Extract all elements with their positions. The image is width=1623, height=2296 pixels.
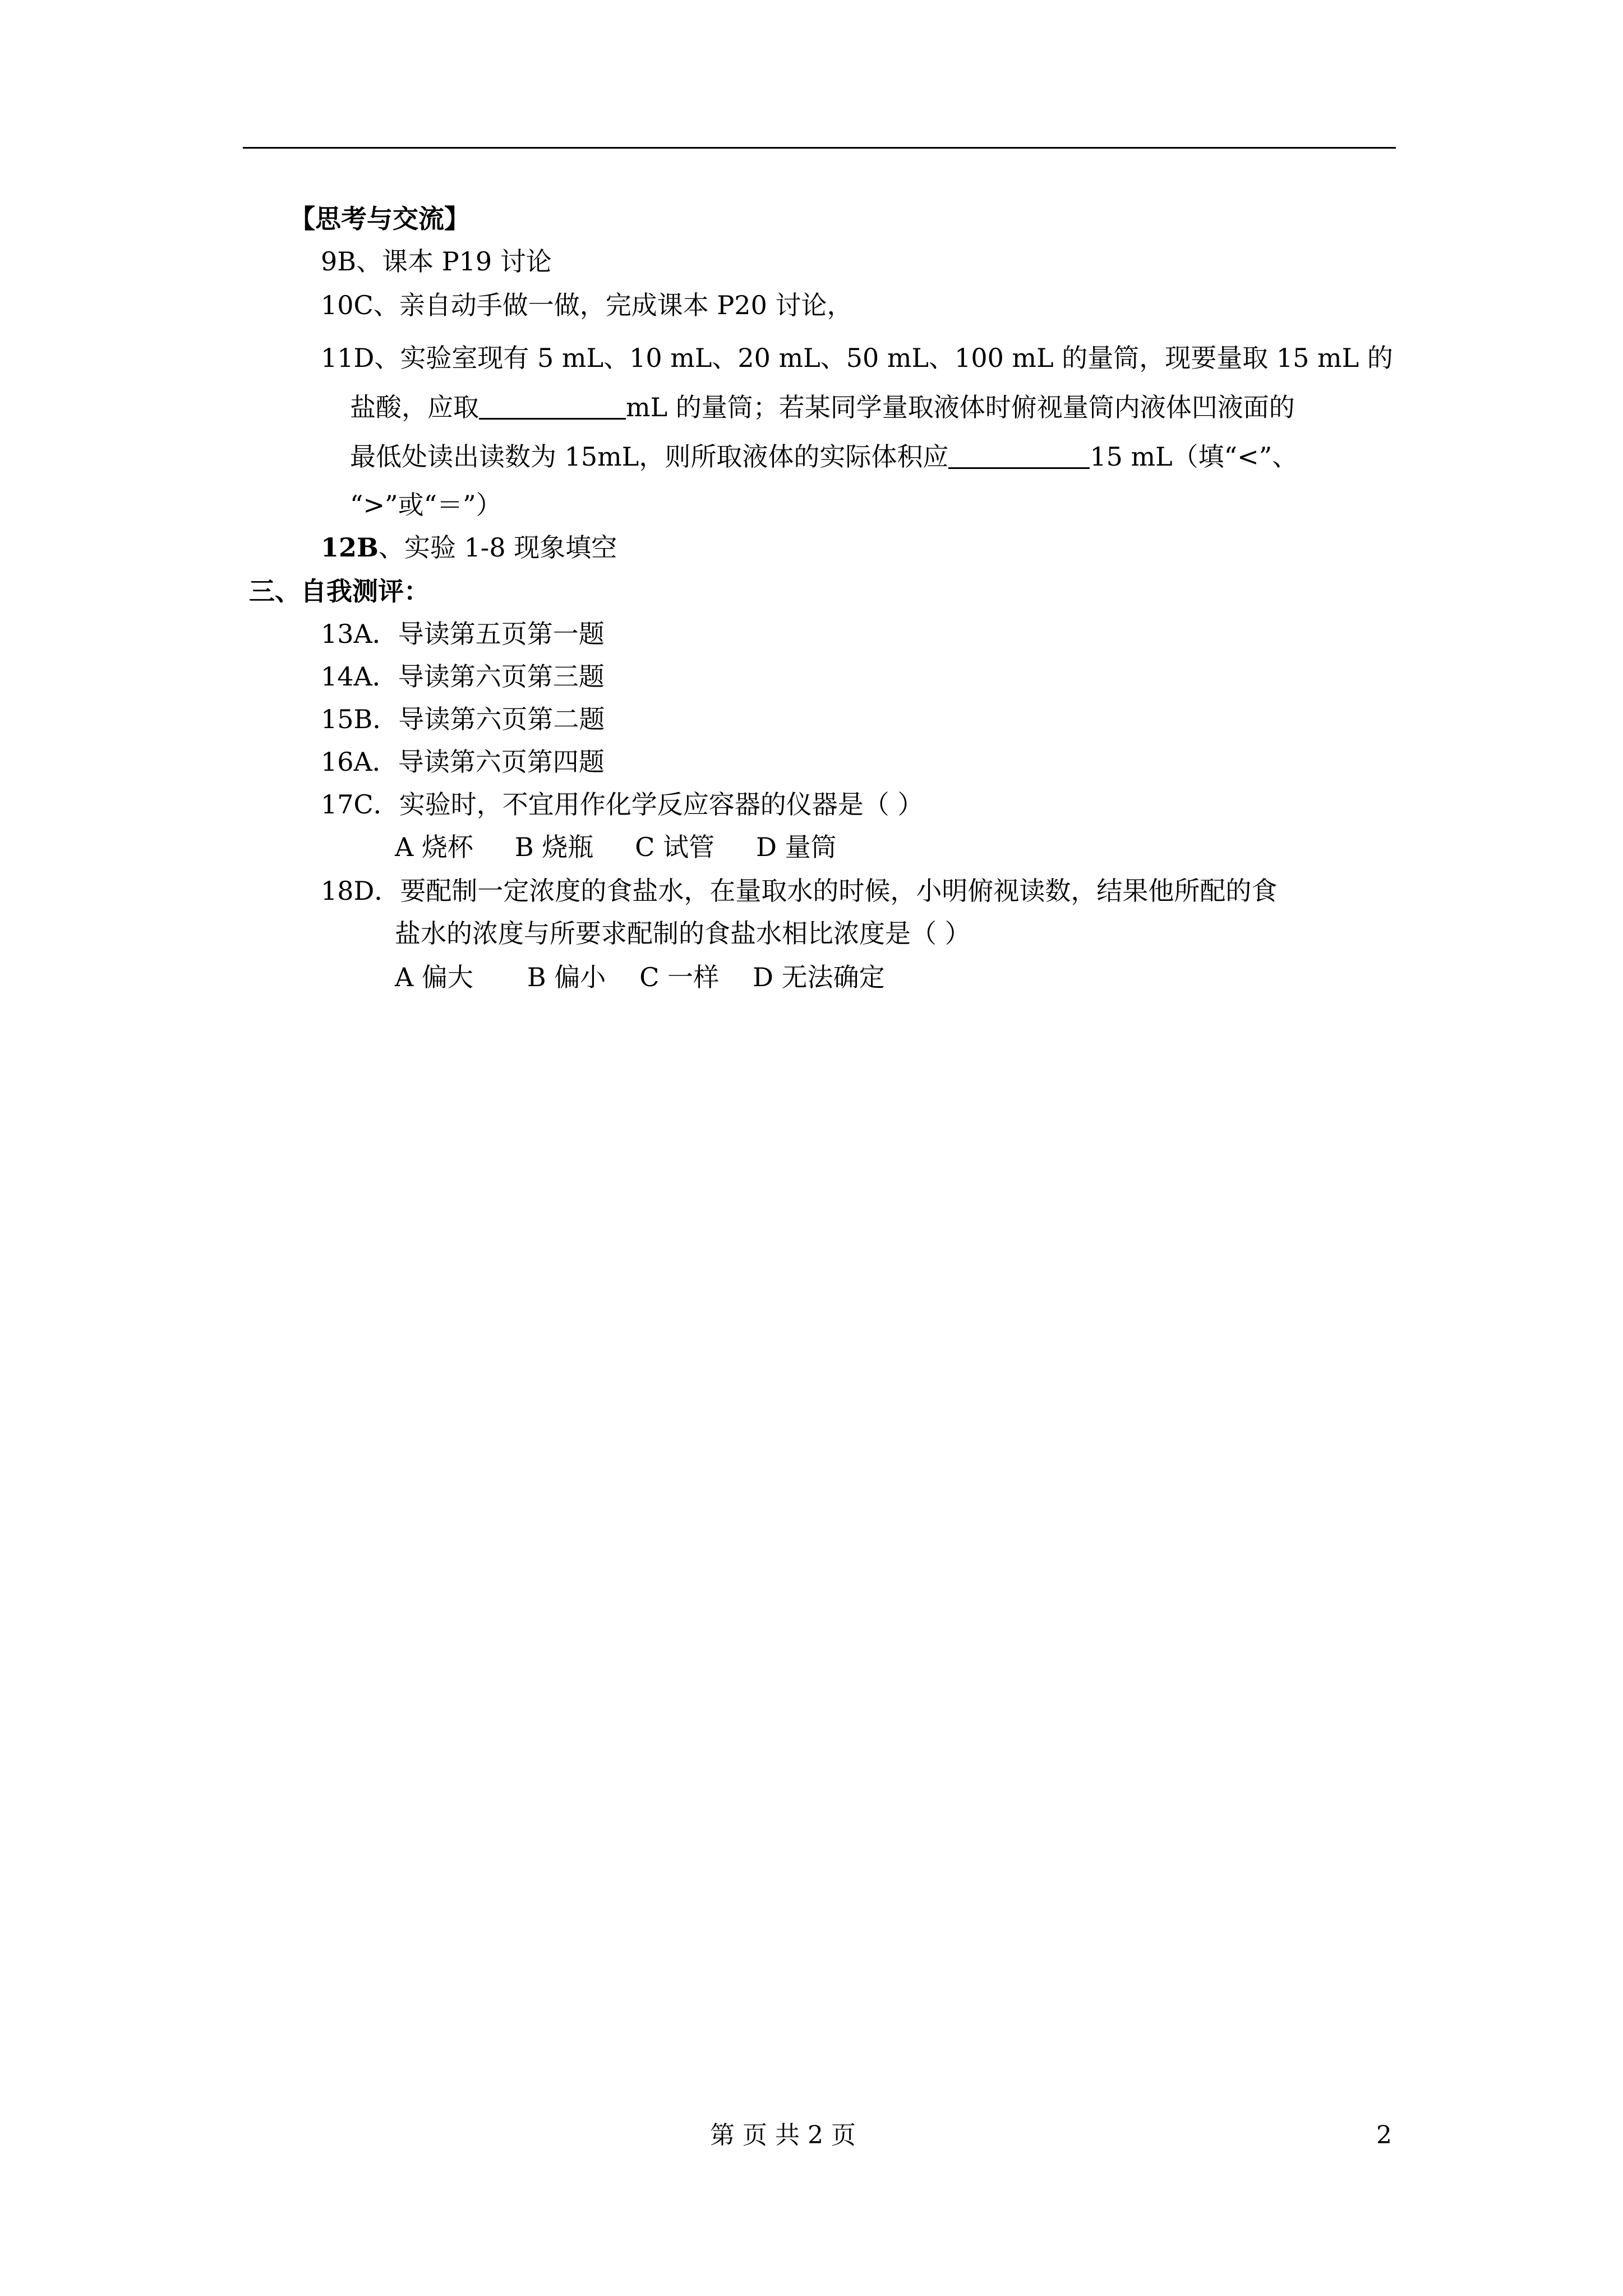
section-heading-self-test: 三、自我测评： [249, 576, 430, 606]
question-17-option-c[interactable]: C 试管 [635, 832, 715, 862]
question-12-text: 、实验 1-8 现象填空 [378, 532, 617, 563]
question-13: 13A．导读第五页第一题 [321, 619, 605, 649]
footer-page-text: 第 页 共 2 页 [710, 2121, 856, 2150]
question-11-text-d: 15 mL（填“<”、 [1090, 441, 1298, 472]
question-11-text-c: 最低处读出读数为 15mL，则所取液体的实际体积应 [350, 441, 949, 472]
question-17-option-a[interactable]: A 烧杯 [395, 832, 473, 862]
question-12 [321, 531, 617, 564]
question-9: 9B、课本 P19 讨论 [321, 246, 552, 277]
question-17-options [395, 830, 878, 864]
question-11-line-3 [350, 440, 1298, 473]
header-rule [243, 147, 1396, 149]
question-18-option-b[interactable]: B 偏小 [527, 962, 606, 992]
section-heading-think: 【思考与交流】 [289, 204, 470, 234]
question-16: 16A．导读第六页第四题 [321, 747, 605, 777]
question-11-text-a: 盐酸，应取 [350, 392, 479, 422]
question-18-line-2: 盐水的浓度与所要求配制的食盐水相比浓度是（ ） [395, 918, 971, 949]
question-10: 10C、亲自动手做一做，完成课本 P20 讨论， [321, 290, 853, 320]
question-15: 15B．导读第六页第二题 [321, 704, 605, 734]
question-18-option-c[interactable]: C 一样 [639, 962, 720, 992]
question-17-option-d[interactable]: D 量筒 [756, 832, 837, 862]
question-14: 14A．导读第六页第三题 [321, 661, 605, 692]
question-18-options [395, 960, 926, 994]
footer-page-number: 2 [1376, 2121, 1392, 2150]
question-11-line-4: “>”或“＝”） [350, 490, 502, 520]
question-18-line-1: 18D．要配制一定浓度的食盐水，在量取水的时候，小明俯视读数，结果他所配的食 [321, 876, 1278, 906]
question-17-stem: 17C．实验时，不宜用作化学反应容器的仪器是（ ） [321, 789, 924, 820]
question-11-text-b: mL 的量筒；若某同学量取液体时俯视量筒内液体凹液面的 [626, 392, 1295, 422]
question-11-line-2 [350, 390, 1295, 424]
question-17-option-b[interactable]: B 烧瓶 [514, 832, 594, 862]
question-18-option-a[interactable]: A 偏大 [395, 962, 473, 992]
answer-blank-actual-volume[interactable] [948, 441, 1090, 469]
question-18-option-d[interactable]: D 无法确定 [753, 962, 885, 992]
question-12-number: 12B [321, 532, 379, 563]
question-11-line-1: 11D、实验室现有 5 mL、10 mL、20 mL、50 mL、100 mL 的量筒，现要量取 15 mL 的 [321, 343, 1393, 373]
answer-blank-cylinder-size[interactable] [479, 392, 626, 420]
